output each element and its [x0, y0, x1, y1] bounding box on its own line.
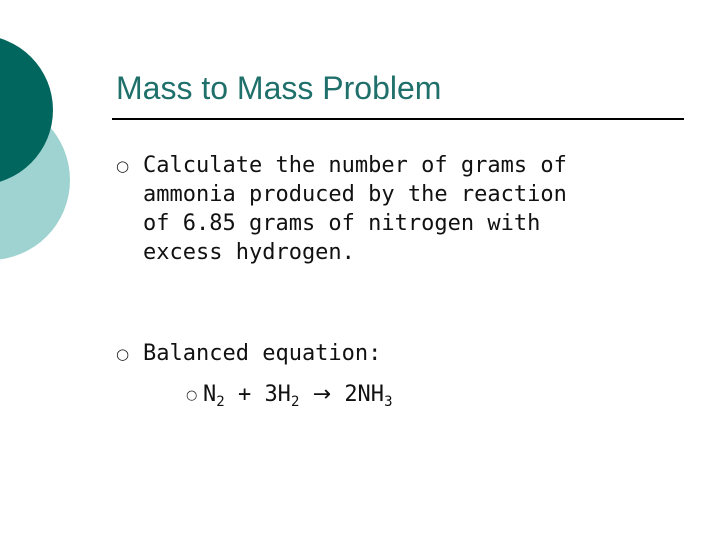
product-ammonia: 2NH	[344, 382, 385, 407]
subscript: 3	[384, 394, 393, 410]
plus-sign: +	[237, 382, 252, 407]
chemical-equation	[203, 380, 393, 417]
bullet-line: Balanced equation:	[143, 341, 382, 366]
bullet-line: ammonia produced by the reaction	[143, 182, 567, 207]
arrow-icon: →	[312, 382, 332, 407]
slide-title: Mass to Mass Problem	[116, 70, 442, 106]
bullet-icon: ○	[116, 157, 130, 175]
decorative-circles	[0, 0, 120, 300]
reactant-nitrogen: N	[203, 382, 217, 407]
bullet-line: Calculate the number of grams of	[143, 153, 567, 178]
bullet-text-1	[143, 151, 567, 267]
reactant-hydrogen: 3H	[264, 382, 291, 407]
bullet-line: excess hydrogen.	[143, 240, 355, 265]
bullet-icon: ○	[116, 345, 130, 363]
sub-bullet-icon: ○	[186, 388, 198, 403]
bullet-line: of 6.85 grams of nitrogen with	[143, 211, 541, 236]
subscript: 2	[290, 394, 300, 410]
subscript: 2	[216, 394, 225, 410]
title-divider	[112, 118, 684, 120]
bullet-text-2	[143, 339, 381, 368]
